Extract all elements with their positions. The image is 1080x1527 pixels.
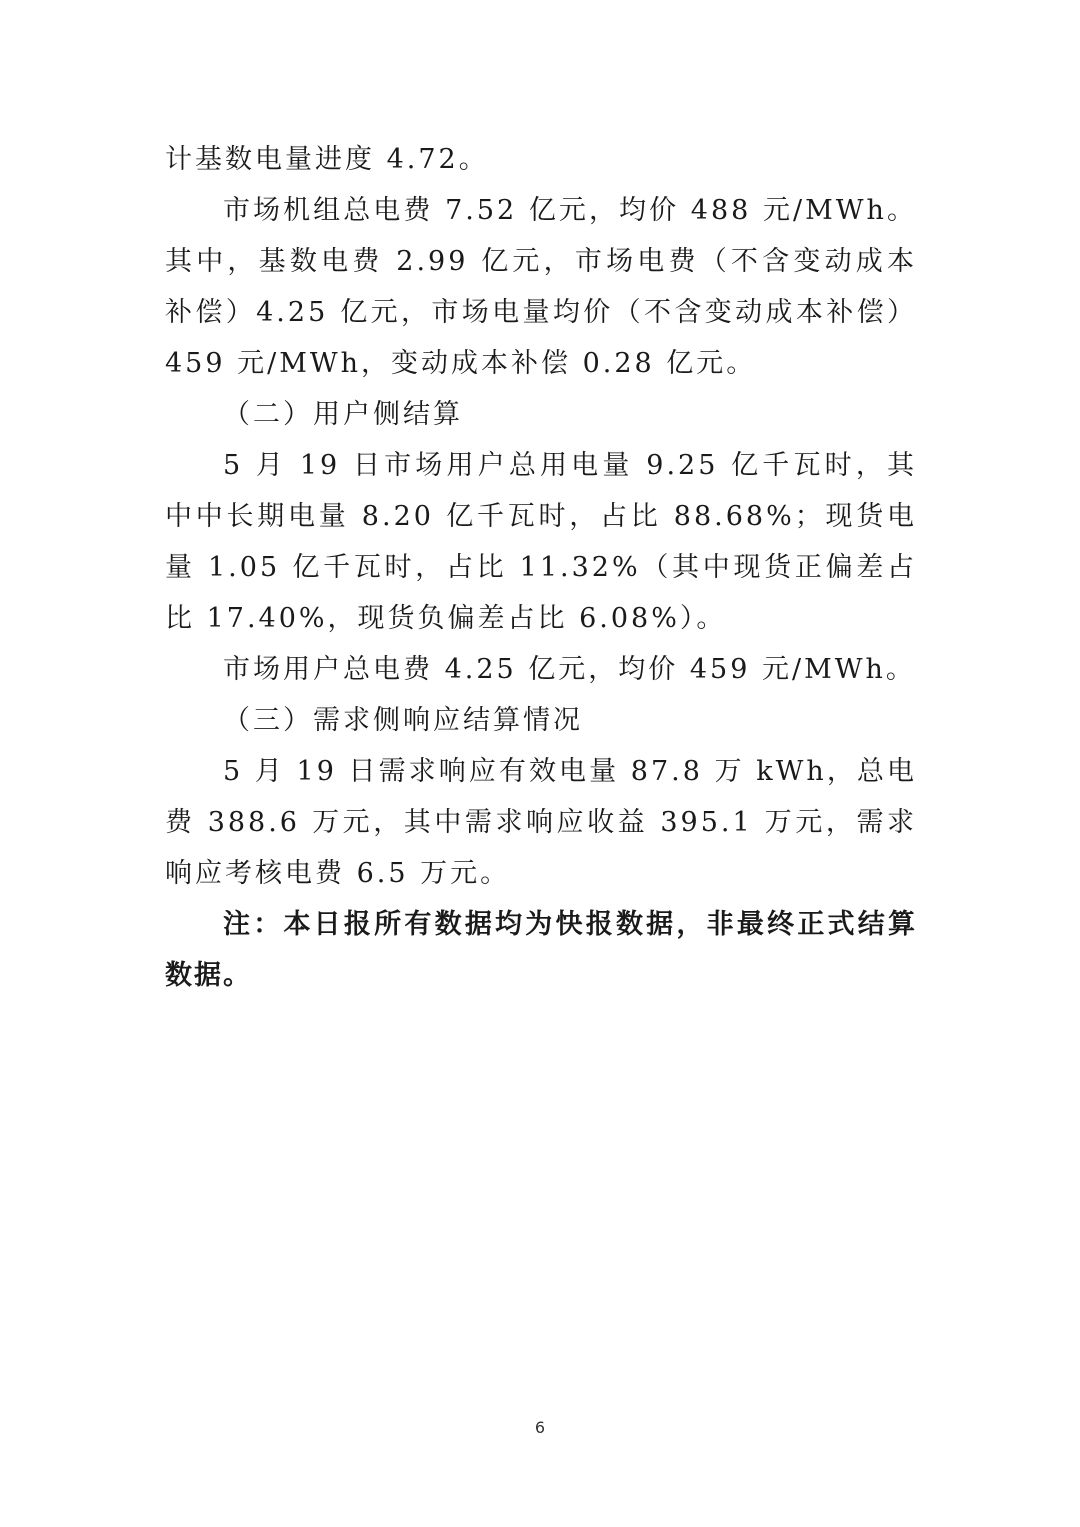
note-paragraph: 注：本日报所有数据均为快报数据，非最终正式结算数据。 bbox=[165, 909, 917, 991]
market-unit-fee-paragraph: 市场机组总电费 7.52 亿元，均价 488 元/MWh。其中，基数电费 2.99 亿元，市场电费（不含变动成本补偿）4.25 亿元，市场电量均价（不含变动成本补偿）459 元/MWh，变动成本补偿 0.28 亿元。 bbox=[165, 195, 917, 379]
continuation-paragraph: 计基数电量进度 4.72。 bbox=[165, 144, 489, 175]
demand-response-paragraph: 5 月 19 日需求响应有效电量 87.8 万 kWh，总电费 388.6 万元，其中需求响应收益 395.1 万元，需求响应考核电费 6.5 万元。 bbox=[165, 756, 917, 889]
section-heading-user-side: （二）用户侧结算 bbox=[223, 399, 463, 430]
page-body bbox=[165, 134, 917, 1001]
page-number: 6 bbox=[534, 1418, 546, 1437]
user-electricity-paragraph: 5 月 19 日市场用户总用电量 9.25 亿千瓦时，其中中长期电量 8.20 亿千瓦时，占比 88.68%；现货电量 1.05 亿千瓦时，占比 11.32%（其中现货正偏差占比 17.40%，现货负偏差占比 6.08%）。 bbox=[165, 450, 917, 634]
user-fee-paragraph: 市场用户总电费 4.25 亿元，均价 459 元/MWh。 bbox=[223, 654, 916, 685]
section-heading-demand-response: （三）需求侧响应结算情况 bbox=[223, 705, 583, 736]
